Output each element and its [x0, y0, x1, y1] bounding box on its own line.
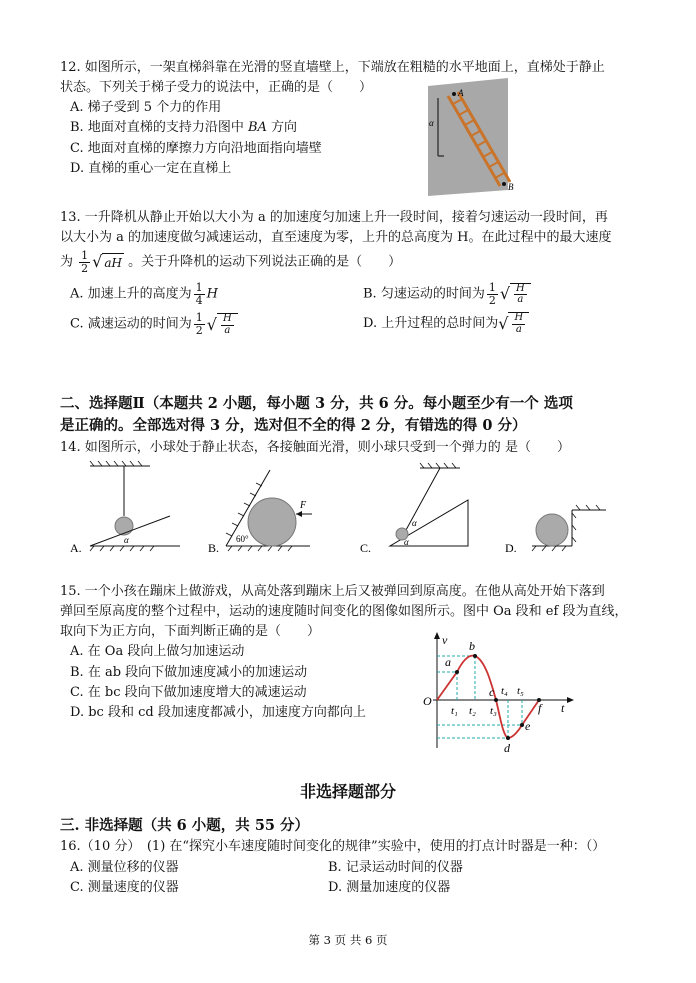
q13-option-a[interactable]: A. 加速上升的高度为 $\frac{1}{4}$ H [70, 281, 218, 307]
q16-option-a[interactable]: A. 测量位移的仪器 [70, 859, 179, 875]
figure-b [208, 470, 312, 555]
v-t-graph [395, 630, 585, 755]
svg-text:t₁: t₁ [451, 705, 458, 717]
section-2-title-line2: 是正确的。全部选对得 3 分，选对但不全的得 2 分，有错选的得 0 分） [60, 417, 527, 435]
q13-stem-line2: 以大小为 a 的加速度做匀减速运动，直至速度为零，上升的总高度为 H。在此过程中的最大速度 [60, 230, 612, 246]
q12-stem-line2: 状态。下列关于梯子受力的说法中，正确的是（ ） [60, 80, 373, 96]
q16-stem: 16.（10 分） (1) 在“探究小车速度随时间变化的规律”实验中，使用的打点计时器是一种：（） [60, 839, 606, 855]
svg-text:t₃: t₃ [490, 705, 497, 717]
figure-b-label: B. [208, 541, 220, 555]
q15-stem-line1: 15. 一个小孩在蹦床上做游戏，从高处落到蹦床上后又被弹回到原高度。在他从高处开始下落到 [60, 584, 605, 599]
svg-text:α: α [412, 518, 417, 528]
svg-text:e: e [525, 719, 531, 733]
figure-c-label: C. [360, 541, 372, 555]
label-alpha: α [429, 118, 434, 128]
section-3-title: 三. 非选择题（共 6 小题，共 55 分） [60, 817, 310, 834]
label-b: B [508, 182, 514, 192]
svg-text:t₂: t₂ [469, 705, 476, 717]
page-footer: 第 3 页 共 6 页 [308, 933, 388, 947]
q16-option-b[interactable]: B. 记录运动时间的仪器 [328, 859, 463, 875]
q12-option-b[interactable]: B. 地面对直梯的支持力沿图中 BA 方向 [70, 120, 298, 136]
section-2-title-line1: 二、选择题Ⅱ（本题共 2 小题，每小题 3 分，共 6 分。每小题至少有一个 选项 [60, 395, 573, 412]
figure-d [505, 505, 606, 555]
q16-option-c[interactable]: C. 测量速度的仪器 [70, 879, 179, 895]
svg-text:O: O [423, 694, 432, 708]
point-a [452, 92, 456, 96]
figure-a [70, 461, 180, 555]
svg-text:α: α [404, 537, 409, 547]
question-13 [60, 208, 656, 337]
svg-text:a: a [445, 655, 451, 669]
point-b [502, 182, 506, 186]
figure-c [360, 463, 468, 555]
q16-option-d[interactable]: D. 测量加速度的仪器 [328, 879, 451, 895]
svg-text:v: v [442, 633, 448, 647]
q13-stem-line1: 13. 一升降机从静止开始以大小为 a 的加速度匀加速上升一段时间，接着匀速运动一段时间，再 [60, 210, 608, 225]
q12-stem-line1: 12. 如图所示，一架直梯斜靠在光滑的竖直墙壁上，下端放在粗糙的水平地面上，直梯处于静止 [60, 60, 605, 75]
q12-option-a[interactable]: A. 梯子受到 5 个力的作用 [70, 100, 222, 116]
q13-option-b[interactable]: B. 匀速运动的时间为 $\frac{1}{2}$ √ $\frac{H}{a}$ [363, 282, 656, 306]
question-12 [60, 58, 656, 179]
svg-text:t₄: t₄ [501, 685, 508, 697]
q13-option-d[interactable]: D. 上升过程的总时间为√ $\frac{H}{a}$ [363, 312, 656, 336]
figure-a-label: A. [70, 541, 82, 555]
section-3 [60, 815, 656, 898]
svg-text:60°: 60° [236, 534, 249, 544]
figure-d-label: D. [505, 541, 517, 555]
svg-text:t: t [561, 701, 565, 715]
maxv-fraction: $\frac{1}{2}$ [81, 249, 89, 275]
q15-option-b[interactable]: B. 在 ab 段向下做加速度减小的加速运动 [70, 664, 308, 680]
label-a: A [458, 88, 464, 98]
svg-text:d: d [504, 741, 510, 755]
q15-option-d[interactable]: D. bc 段和 cd 段加速度都减小，加速度方向都向上 [70, 704, 366, 720]
section-2 [60, 393, 656, 458]
ladder-figure [418, 78, 528, 198]
q15-option-c[interactable]: C. 在 bc 段向下做加速度增大的减速运动 [70, 684, 307, 700]
svg-text:f: f [538, 701, 542, 715]
svg-text:c: c [489, 685, 495, 699]
q14-figures [60, 460, 660, 560]
q13-stem-line3: 为 $\frac{1}{2}$ √ aH 。关于升降机的运动下列说法正确的是（ ） [60, 249, 402, 275]
q12-option-c[interactable]: C. 地面对直梯的摩擦力方向沿地面指向墙壁 [70, 140, 322, 156]
part-title: 非选择题部分 [299, 782, 396, 801]
q12-option-d[interactable]: D. 直梯的重心一定在直梯上 [70, 160, 232, 176]
svg-text:α: α [124, 535, 129, 545]
q14-stem: 14. 如图所示，小球处于静止状态，各接触面光滑，则小球只受到一个弹力的 是（ ） [60, 439, 570, 455]
q13-option-c[interactable]: C. 减速运动的时间为 $\frac{1}{2}$ √ $\frac{H}{a}$ [70, 312, 363, 336]
svg-text:b: b [469, 639, 475, 653]
q15-stem-line2: 弹回至原高度的整个过程中，运动的速度随时间变化的图像如图所示。图中 Oa 段和 ef 段为直线， [60, 604, 628, 620]
svg-text:t₅: t₅ [517, 685, 524, 697]
q15-option-a[interactable]: A. 在 Oa 段向上做匀加速运动 [70, 644, 245, 660]
svg-text:F: F [300, 500, 307, 511]
q15-stem-line3: 取向下为正方向，下面判断正确的是（ ） [60, 624, 321, 640]
